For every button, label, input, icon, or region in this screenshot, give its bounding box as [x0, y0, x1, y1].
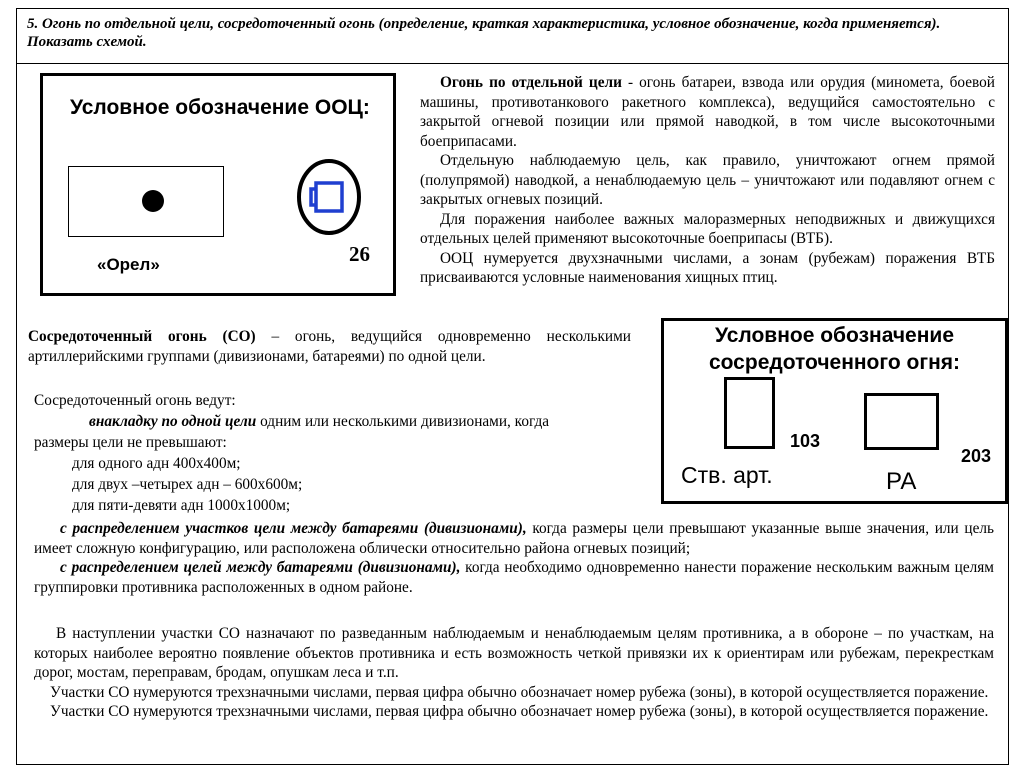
so-assignment-text [34, 624, 994, 722]
battery-symbol-icon [295, 157, 365, 239]
size-item: для одного адн 400х400м; [72, 455, 241, 472]
barrel-artillery-rectangle [724, 377, 775, 449]
case-3-text: когда необходимо одновременно нанести поражение нескольким важным целям группировки противника расположенных в одном районе. [34, 559, 994, 596]
so-definition [28, 327, 631, 366]
case-2-text: когда размеры цели превышают указанные выше значения, или цель имеет сложную конфигурацию, или расположена облически относительно района огневых позиций; [34, 520, 994, 557]
barrel-artillery-number: 103 [790, 431, 821, 451]
page-title: 5. Огонь по отдельной цели, сосредоточенный огонь (определение, краткая характеристика, условное обозначение, когда применяется). Показать схемой. [16, 8, 1009, 64]
so-def-text: – огонь, ведущийся одновременно несколькими артиллерийскими группами (дивизионами, батареями) по одной цели. [28, 328, 631, 365]
rocket-artillery-label: РА [886, 468, 917, 495]
so-term: Сосредоточенный огонь (СО) [28, 328, 256, 345]
conduct-case-1 [34, 411, 614, 432]
case-2-term: с распределением участков цели между батареями (дивизионами), [60, 520, 527, 537]
callsign-label: «Орел» [97, 255, 160, 274]
target-dot-icon [142, 190, 164, 212]
conduct-case-1-term: внакладку по одной цели [89, 413, 257, 430]
final-paragraph-2: Участки СО нумеруются трехзначными числами, первая цифра обычно обозначает номер рубежа (зоны), в которой осуществляется поражение. [50, 683, 989, 701]
case-3-term: с распределением целей между батареями (дивизионами), [60, 559, 461, 576]
case-3 [34, 558, 994, 597]
conduct-intro: Сосредоточенный огонь ведут: [34, 392, 236, 409]
so-distribution-cases [34, 519, 994, 597]
target-number: 26 [349, 242, 370, 266]
case-2 [34, 519, 994, 558]
oots-definition [420, 73, 995, 288]
oots-paragraph-3: Для поражения наиболее важных малоразмерных неподвижных и движущихся отдельных целей применяют высокоточные боеприпасы (ВТБ). [420, 210, 995, 247]
rocket-artillery-number: 203 [961, 446, 992, 466]
oots-symbol-heading: Условное обозначение ООЦ: [70, 96, 370, 119]
barrel-artillery-label: Ств. арт. [681, 462, 773, 488]
so-conduct-list [34, 390, 614, 516]
oots-paragraph-4: ООЦ нумеруется двухзначными числами, а зонам (рубежам) поражения ВТБ присваиваются условные наименования хищных птиц. [420, 249, 995, 286]
conduct-case-1-text: одним или несколькими дивизионами, когда [256, 413, 550, 430]
final-paragraph-1: В наступлении участки СО назначают по разведанным наблюдаемым и ненаблюдаемым целям противника, а в обороне – по участкам, на которых наиболее вероятно появление объектов противника и есть возможность четкой привязки их к ориентирам или рубежам, перекресткам дорог, мостам, переправам, бродам, опушкам леса и т.п. [34, 625, 994, 681]
so-symbol-heading: Условное обозначение сосредоточенного огня: [708, 324, 961, 374]
oots-def-text: - огонь батареи, взвода или орудия (миномета, боевой машины, противотанкового ракетного комплекса), ведущийся самостоятельно с закрытой огневой позиции или прямой наводкой, в том числе высокоточными боеприпасами. [420, 74, 995, 150]
oots-paragraph-2: Отдельную наблюдаемую цель, как правило, уничтожают огнем прямой (полупрямой) наводкой, а ненаблюдаемую цель – уничтожают или подавляют огнем с закрытых огневых позиций. [420, 152, 995, 208]
conduct-case-1-cont: размеры цели не превышают: [34, 434, 227, 451]
size-item: для пяти-девяти адн 1000х1000м; [72, 497, 291, 514]
final-paragraph-3: Участки СО нумеруются трехзначными числами, первая цифра обычно обозначает номер рубежа (зоны), в которой осуществляется поражение. [50, 703, 989, 720]
size-item: для двух –четырех адн – 600х600м; [72, 476, 303, 493]
rocket-artillery-rectangle [864, 393, 939, 450]
oots-term: Огонь по отдельной цели [440, 74, 622, 91]
